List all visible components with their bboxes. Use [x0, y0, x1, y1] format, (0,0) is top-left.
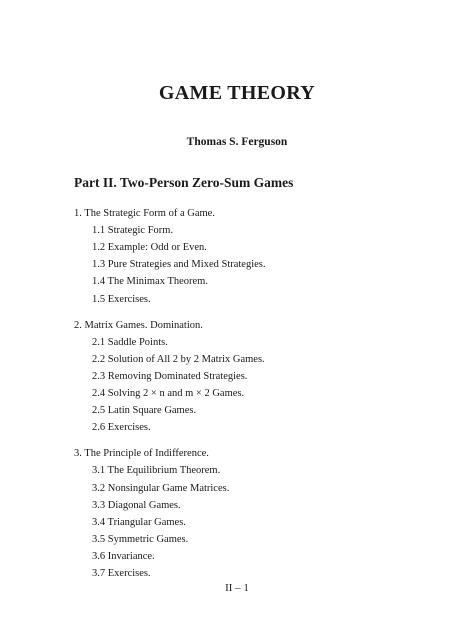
page-number: II – 1 [225, 582, 249, 594]
toc-subsection: 1.4 The Minimax Theorem. [92, 276, 208, 288]
toc-subsection: 1.3 Pure Strategies and Mixed Strategies. [92, 259, 266, 271]
toc-subsection: 3.7 Exercises. [92, 568, 151, 579]
toc-subsection: 2.5 Latin Square Games. [92, 405, 197, 417]
toc-subsection: 2.2 Solution of All 2 by 2 Matrix Games. [92, 353, 265, 365]
toc-subsection: 3.1 The Equilibrium Theorem. [92, 465, 221, 477]
document-title: GAME THEORY [158, 82, 316, 104]
part-heading: Part II. Two-Person Zero-Sum Games [74, 175, 294, 190]
toc-subsection: 3.5 Symmetric Games. [92, 533, 189, 545]
author-name: Thomas S. Ferguson [186, 136, 288, 148]
toc-subsection: 1.5 Exercises. [92, 293, 151, 305]
toc-subsection: 3.2 Nonsingular Game Matrices. [92, 482, 230, 494]
toc-subsection: 3.4 Triangular Games. [92, 516, 186, 528]
toc-subsection: 3.6 Invariance. [92, 550, 155, 562]
toc-subsection: 3.3 Diagonal Games. [92, 499, 181, 511]
toc-subsection: 1.2 Example: Odd or Even. [92, 242, 207, 254]
toc-section: 2. Matrix Games. Domination. [74, 319, 203, 331]
toc-subsection: 2.6 Exercises. [92, 422, 151, 434]
toc-subsection: 2.4 Solving 2 × n and m × 2 Games. [92, 388, 245, 399]
toc-section: 3. The Principle of Indifference. [74, 448, 209, 460]
toc-subsection: 1.1 Strategic Form. [92, 225, 174, 237]
toc-subsection: 2.1 Saddle Points. [92, 336, 168, 348]
toc-subsection: 2.3 Removing Dominated Strategies. [92, 370, 248, 382]
toc-section: 1. The Strategic Form of a Game. [74, 208, 215, 219]
